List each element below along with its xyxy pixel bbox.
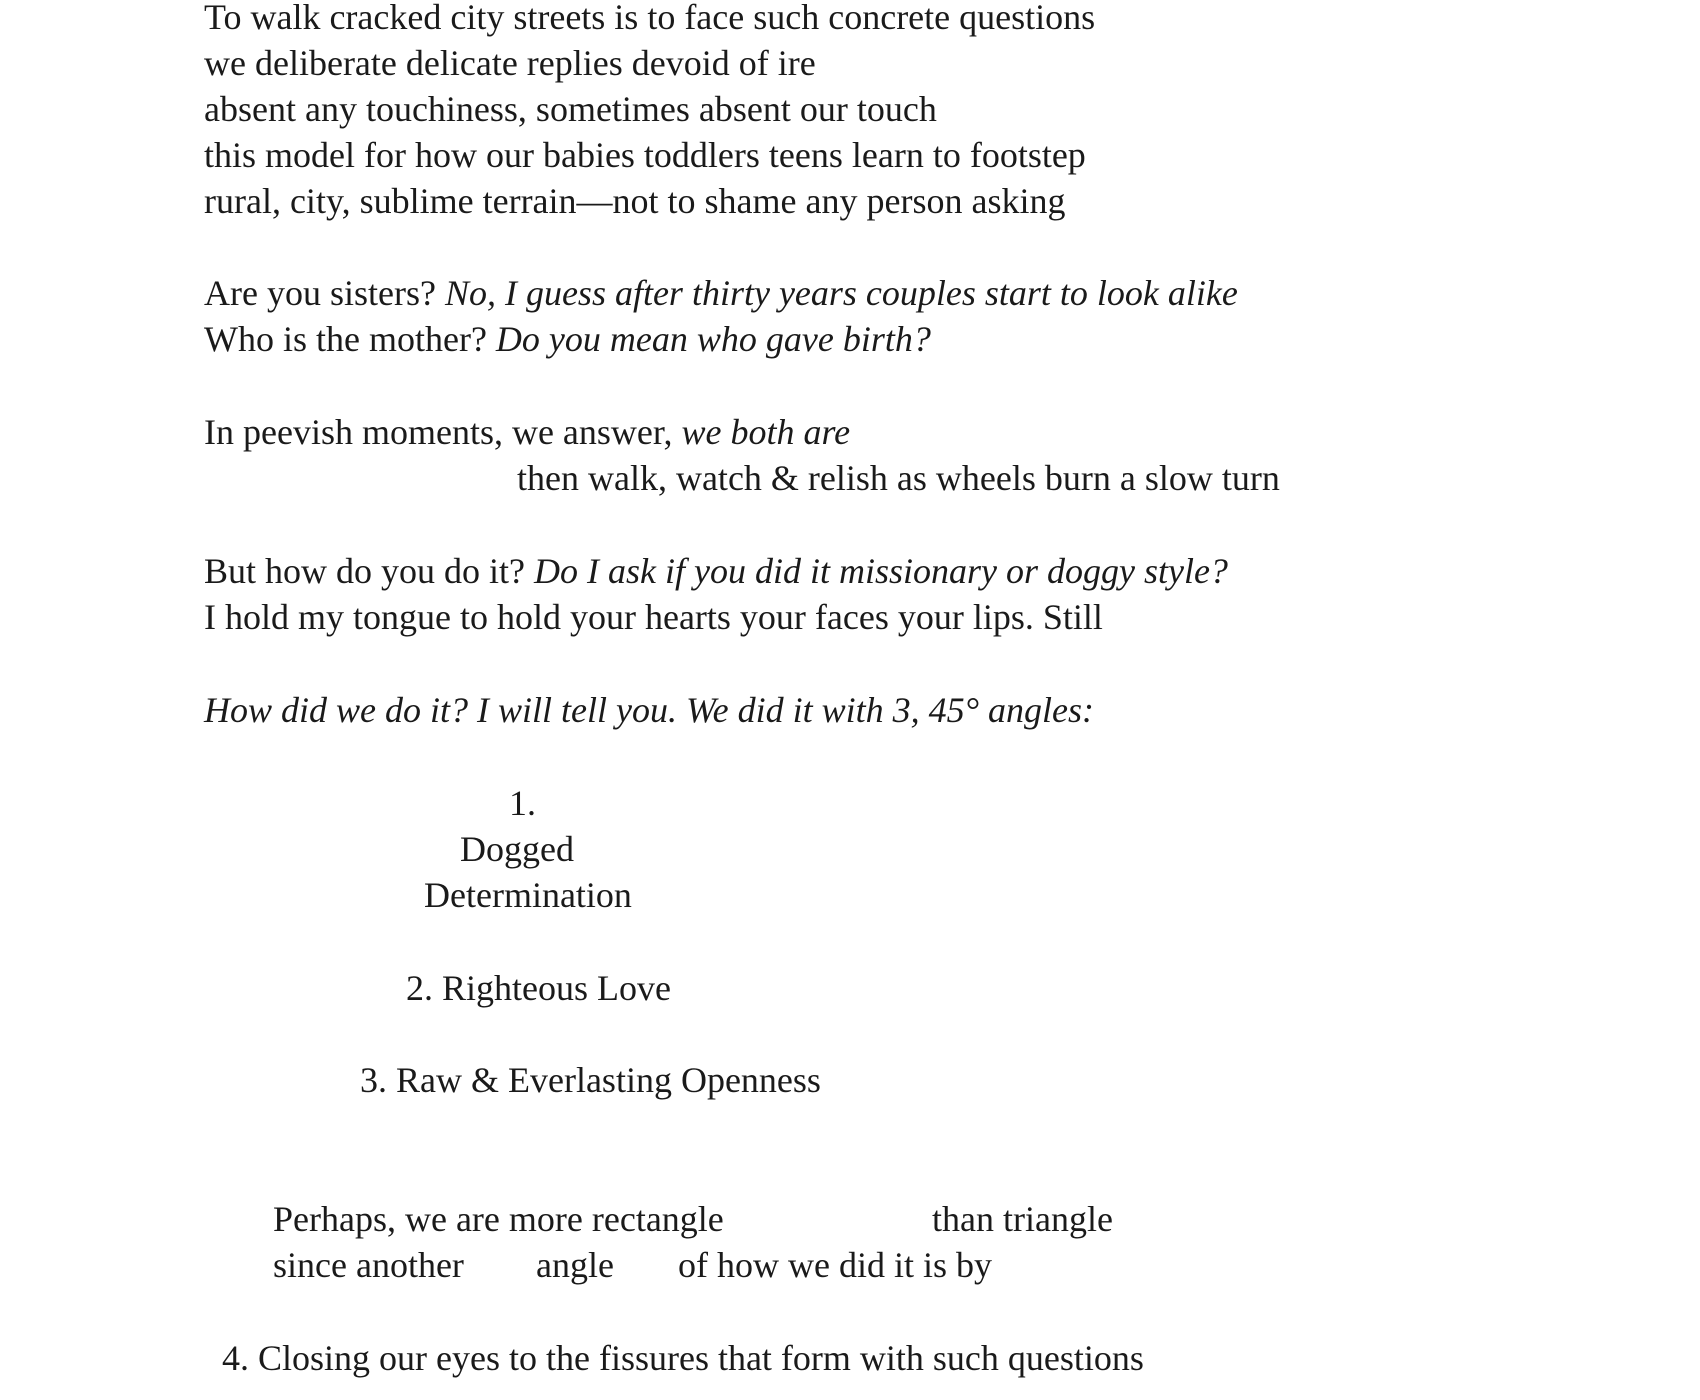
poem-line-dialogue [204, 316, 931, 362]
plain-text: In peevish moments, we answer, [204, 412, 673, 452]
poem-line: rural, city, sublime terrain—not to shame any person asking [204, 181, 1066, 221]
question-text: Are you sisters? [204, 273, 436, 313]
list-item: 3. Raw & Everlasting Openness [360, 1060, 821, 1100]
answer-text: Do you mean who gave birth? [495, 319, 931, 359]
poem-line [204, 409, 850, 455]
poem-line-italic: How did we do it? I will tell you. We did it with 3, 45° angles: [204, 690, 1095, 730]
list-item-word: Determination [424, 875, 632, 915]
italic-text: we both are [681, 412, 851, 452]
poem-line: this model for how our babies toddlers teens learn to footstep [204, 135, 1086, 175]
list-item-word: Dogged [460, 829, 574, 869]
poem-line-dialogue [204, 270, 1238, 316]
poem-line-fragment: of how we did it is by [678, 1245, 992, 1285]
question-text: But how do you do it? [204, 551, 525, 591]
poem-line: To walk cracked city streets is to face such concrete questions [204, 0, 1096, 37]
list-item: 2. Righteous Love [406, 968, 671, 1008]
poem-line-fragment: Perhaps, we are more rectangle [273, 1199, 724, 1239]
list-number: 1. [509, 783, 536, 823]
poem-line: absent any touchiness, sometimes absent our touch [204, 89, 937, 129]
poem-line-fragment: angle [536, 1245, 614, 1285]
answer-text: No, I guess after thirty years couples start to look alike [444, 273, 1238, 313]
list-item: 4. Closing our eyes to the fissures that form with such questions [222, 1338, 1144, 1378]
question-text: Who is the mother? [204, 319, 487, 359]
poem-line: we deliberate delicate replies devoid of ire [204, 43, 816, 83]
answer-text: Do I ask if you did it missionary or doggy style? [534, 551, 1228, 591]
poem-line-dialogue [204, 548, 1228, 594]
poem-line-indented: then walk, watch & relish as wheels burn a slow turn [517, 458, 1280, 498]
poem-line: I hold my tongue to hold your hearts your faces your lips. Still [204, 597, 1103, 637]
poem-line-fragment: than triangle [932, 1199, 1113, 1239]
poem-line-fragment: since another [273, 1245, 464, 1285]
